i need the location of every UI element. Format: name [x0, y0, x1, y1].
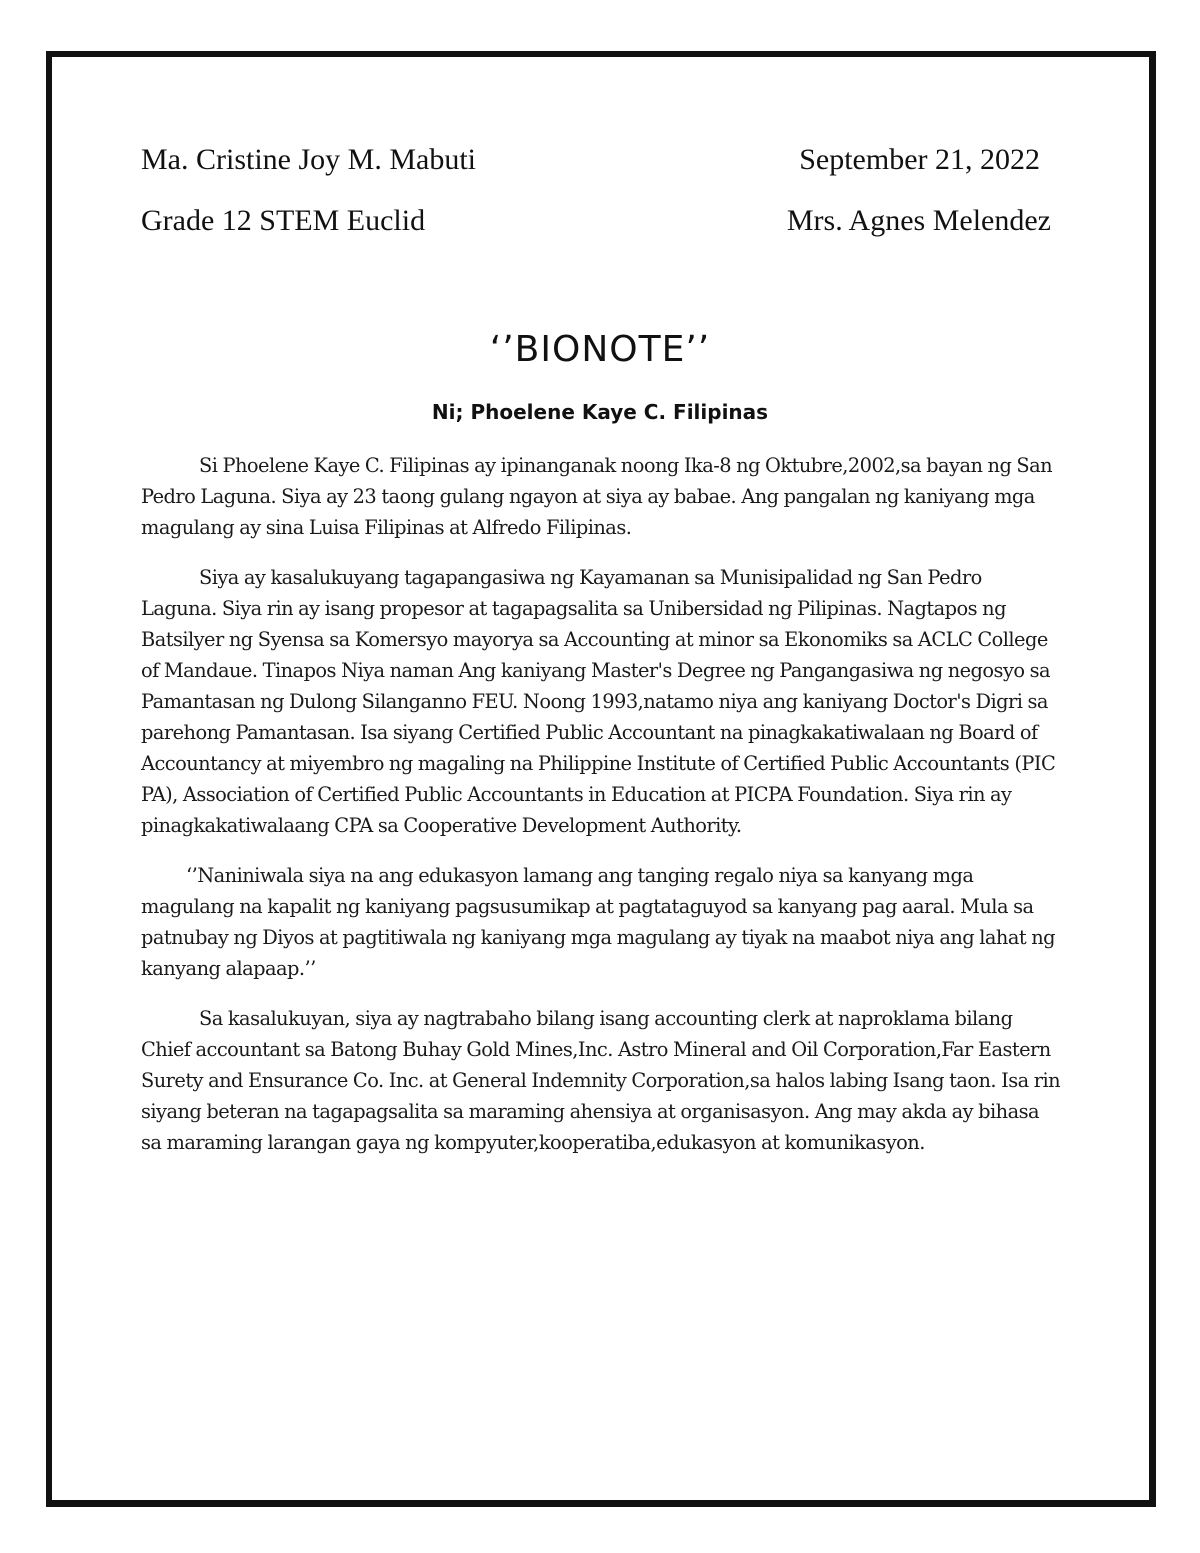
paragraph-current: Sa kasalukuyan, siya ay nagtrabaho bilang isang accounting clerk at naproklama bilang Chief accountant sa Batong Buhay Gold Mines,Inc. Astro Mineral and Oil Corporation,Far Eastern Surety and Ensurance Co. Inc. at General Indemnity Corporation,sa halos labing Isang taon. Isa rin siyang beteran na tagapagsalita sa maraming ahensiya at organisasyon. Ang may akda ay bihasa sa maraming larangan gaya ng kompyuter,kooperatiba,edukasyon at komunikasyon.	[141, 1007, 1061, 1154]
author-line: Ni; Phoelene Kaye C. Filipinas	[431, 400, 769, 424]
document-title: ‘’BIONOTE’’	[489, 329, 711, 370]
date: September 21, 2022	[799, 143, 1040, 176]
header-row-2	[141, 203, 1051, 239]
teacher-name: Mrs. Agnes Melendez	[786, 204, 1051, 237]
paragraph-quote: ‘’Naniniwala siya na ang edukasyon lamang ang tanging regalo niya sa kanyang mga magulang na kapalit ng kaniyang pagsusumikap at pagtataguyod sa kanyang pag aaral. Mula sa patnubay ng Diyos at pagtitiwala ng kaniyang mga magulang ay tiyak na maabot niya ang lahat ng kanyang alapaap.’’	[141, 864, 1056, 980]
paragraph-birth: Si Phoelene Kaye C. Filipinas ay ipinanganak noong Ika-8 ng Oktubre,2002,sa bayan ng San Pedro Laguna. Siya ay 23 taong gulang ngayon at siya ay babae. Ang pangalan ng kaniyang mga magulang ay sina Luisa Filipinas at Alfredo Filipinas.	[141, 454, 1053, 539]
document-body	[141, 450, 1061, 1177]
student-name: Ma. Cristine Joy M. Mabuti	[141, 143, 476, 176]
paragraph-career: Siya ay kasalukuyang tagapangasiwa ng Kayamanan sa Munisipalidad ng San Pedro Laguna. Siya rin ay isang propesor at tagapagsalita sa Unibersidad ng Pilipinas. Nagtapos ng Batsilyer ng Syensa sa Komersyo mayorya sa Accounting at minor sa Ekonomiks sa ACLC College of Mandaue. Tinapos Niya naman Ang kaniyang Master's Degree ng Pangangasiwa ng negosyo sa Pamantasan ng Dulong Silanganno FEU. Noong 1993,natamo niya ang kaniyang Doctor's Digri sa parehong Pamantasan. Isa siyang Certified Public Accountant na pinagkakatiwalaan ng Board of Accountancy at miyembro ng magaling na Philippine Institute of Certified Public Accountants (PIC PA), Association of Certified Public Accountants in Education at PICPA Foundation. Siya rin ay pinagkakatiwalaang CPA sa Cooperative Development Authority.	[141, 566, 1056, 837]
grade-section: Grade 12 STEM Euclid	[141, 204, 426, 237]
header-row-1	[141, 142, 1051, 178]
